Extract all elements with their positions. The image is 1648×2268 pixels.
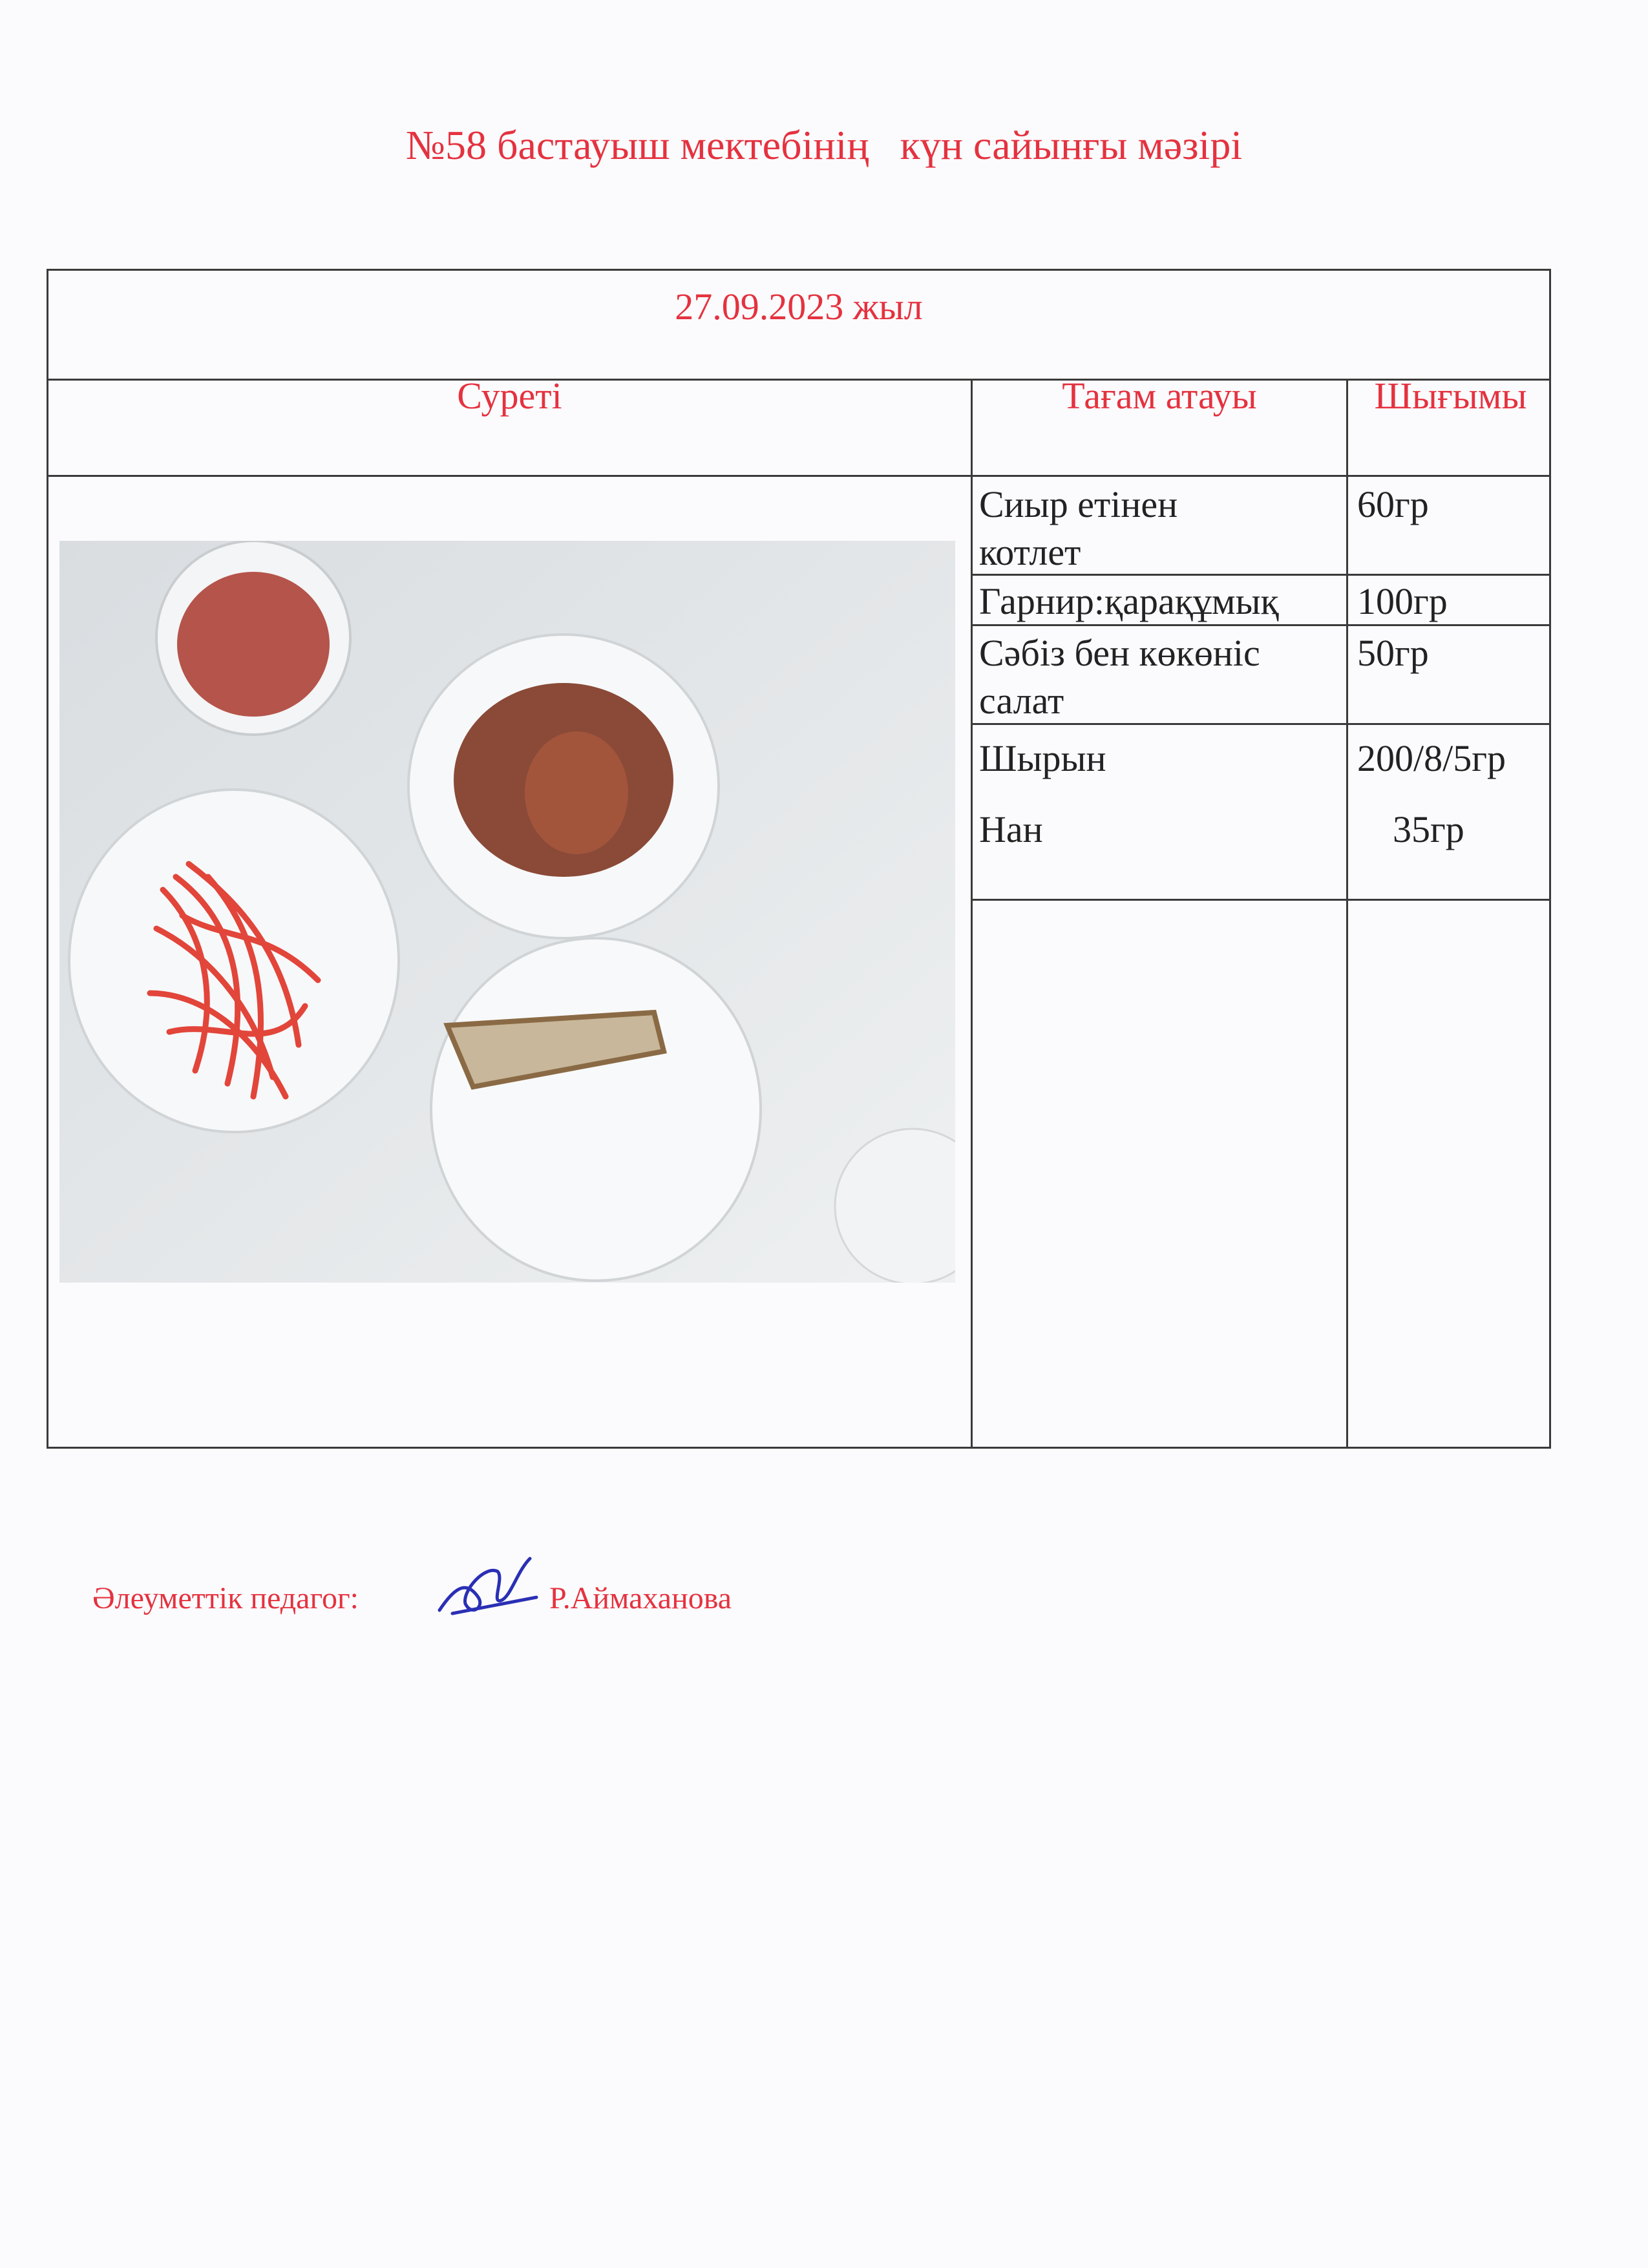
header-dish: Тағам атауы xyxy=(1062,375,1257,417)
dish-yield: 100гр xyxy=(1357,580,1448,622)
dish-name: Шырын xyxy=(979,737,1106,779)
document-title: №58 бастауыш мектебінің күн сайынғы мәзірі xyxy=(405,122,1243,168)
dish-yield: 60гр xyxy=(1357,483,1429,525)
dish-name-line: Сиыр етінен xyxy=(979,483,1178,525)
cutlet xyxy=(525,731,628,854)
dish-yield: 200/8/5гр xyxy=(1357,737,1506,779)
signature xyxy=(427,1552,543,1630)
dish-name-line: салат xyxy=(979,680,1064,722)
menu-table xyxy=(47,269,1551,1449)
footer-person-name: Р.Аймаханова xyxy=(549,1581,732,1615)
table-divider xyxy=(971,379,973,1447)
dish-name-line: котлет xyxy=(979,531,1081,573)
dish-name: Гарнир:қарақұмық xyxy=(979,580,1279,622)
juice xyxy=(177,572,330,717)
dish-yield: 50гр xyxy=(1357,632,1429,674)
footer-role-label: Әлеуметтік педагог: xyxy=(92,1581,359,1615)
plate-bread xyxy=(431,938,761,1281)
dish-name: Нан xyxy=(979,808,1043,850)
table-divider xyxy=(48,475,1549,477)
header-photo: Суреті xyxy=(457,375,562,417)
table-divider xyxy=(1346,379,1348,1447)
header-yield: Шығымы xyxy=(1374,375,1527,417)
dish-yield: 35гр xyxy=(1393,808,1464,850)
dish-name-line: Сәбіз бен көкөніс xyxy=(979,632,1260,674)
menu-date: 27.09.2023 жыл xyxy=(675,286,923,328)
dish-name xyxy=(979,629,1260,725)
dish-name xyxy=(979,481,1178,576)
table-divider xyxy=(971,899,1549,901)
meal-photo xyxy=(59,541,955,1283)
